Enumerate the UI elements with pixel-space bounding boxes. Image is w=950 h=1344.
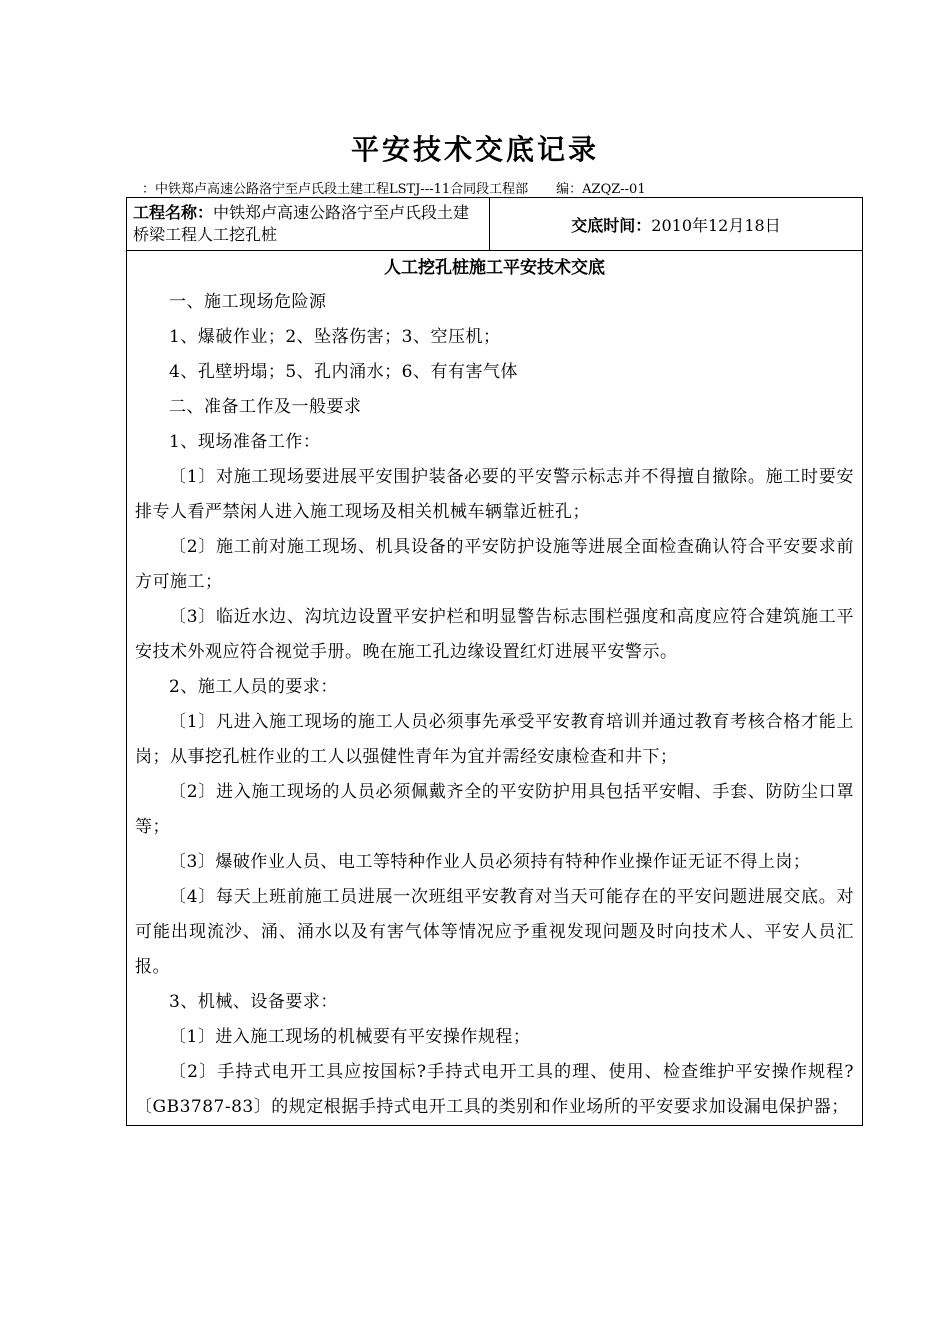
- paragraph: 2、施工人员的要求：: [169, 677, 338, 697]
- paragraph: 〔1〕凡进入施工现场的施工人员必须事先承受平安教育培训并通过教育考核合格才能上岗；从事挖孔桩作业的工人以强健性青年为宜并需经安康检查和井下；: [135, 712, 854, 767]
- section-title: 人工挖孔桩施工平安技术交底: [384, 258, 605, 278]
- time-cell: [490, 198, 863, 251]
- paragraph: 〔2〕施工前对施工现场、机具设备的平安防护设施等进展全面检查确认符合平安要求前方可施工；: [135, 537, 854, 592]
- project-label: 工程名称：: [133, 203, 214, 222]
- body-cell: [127, 251, 863, 1126]
- paragraph: 〔1〕对施工现场要进展平安围护装备必要的平安警示标志并不得擅自撤除。施工时要安排专人看严禁闲人进入施工现场及相关机械车辆靠近桩孔；: [135, 467, 854, 522]
- paragraph: 〔1〕进入施工现场的机械要有平安操作规程；: [169, 1027, 531, 1047]
- paragraph: 〔2〕进入施工现场的人员必须佩戴齐全的平安防护用具包括平安帽、手套、防防尘口罩等；: [135, 782, 854, 837]
- time-value: 2010年12月18日: [651, 215, 781, 235]
- paragraph: 〔4〕每天上班前施工员进展一次班组平安教育对当天可能存在的平安问题进展交底。对可能出现流沙、涌、涌水以及有害气体等情况应予重视发现问题及时向技术人、平安人员汇报。: [135, 887, 854, 977]
- meta-code: 编：AZQZ--01: [556, 182, 646, 197]
- time-label: 交底时间：: [571, 215, 652, 235]
- project-cell: [127, 198, 490, 251]
- paragraph: 〔3〕爆破作业人员、电工等特种作业人员必须持有特种作业操作证无证不得上岗；: [169, 852, 811, 872]
- paragraph: 4、孔壁坍塌；5、孔内涌水；6、有有害气体: [169, 362, 518, 382]
- document-meta: [142, 178, 646, 197]
- project-value: 中铁郑卢高速公路洛宁至卢氏段土建桥梁工程人工挖孔桩: [133, 203, 470, 244]
- body-row: [127, 251, 863, 1126]
- paragraph: 1、现场准备工作：: [169, 432, 321, 452]
- record-table: [126, 197, 863, 1126]
- document-title: 平安技术交底记录: [350, 133, 599, 166]
- meta-unit: ：中铁郑卢高速公路洛宁至卢氏段土建工程LSTJ---11合同段工程部: [142, 182, 529, 197]
- paragraph: 〔3〕临近水边、沟坑边设置平安护栏和明显警告标志围栏强度和高度应符合建筑施工平安技术外观应符合视觉手册。晚在施工孔边缘设置红灯进展平安警示。: [135, 607, 854, 662]
- paragraph: 3、机械、设备要求：: [169, 992, 338, 1012]
- paragraph: 一、施工现场危险源: [169, 292, 327, 312]
- header-row: [127, 198, 863, 251]
- paragraph: 〔2〕手持式电开工具应按国标?手持式电开工具的理、使用、检查维护平安操作规程?〔GB3787-83〕的规定根据手持式电开工具的类别和作业场所的平安要求加设漏电保护器；: [135, 1062, 854, 1117]
- paragraph: 二、准备工作及一般要求: [169, 397, 362, 417]
- paragraph: 1、爆破作业；2、坠落伤害；3、空压机；: [169, 327, 501, 347]
